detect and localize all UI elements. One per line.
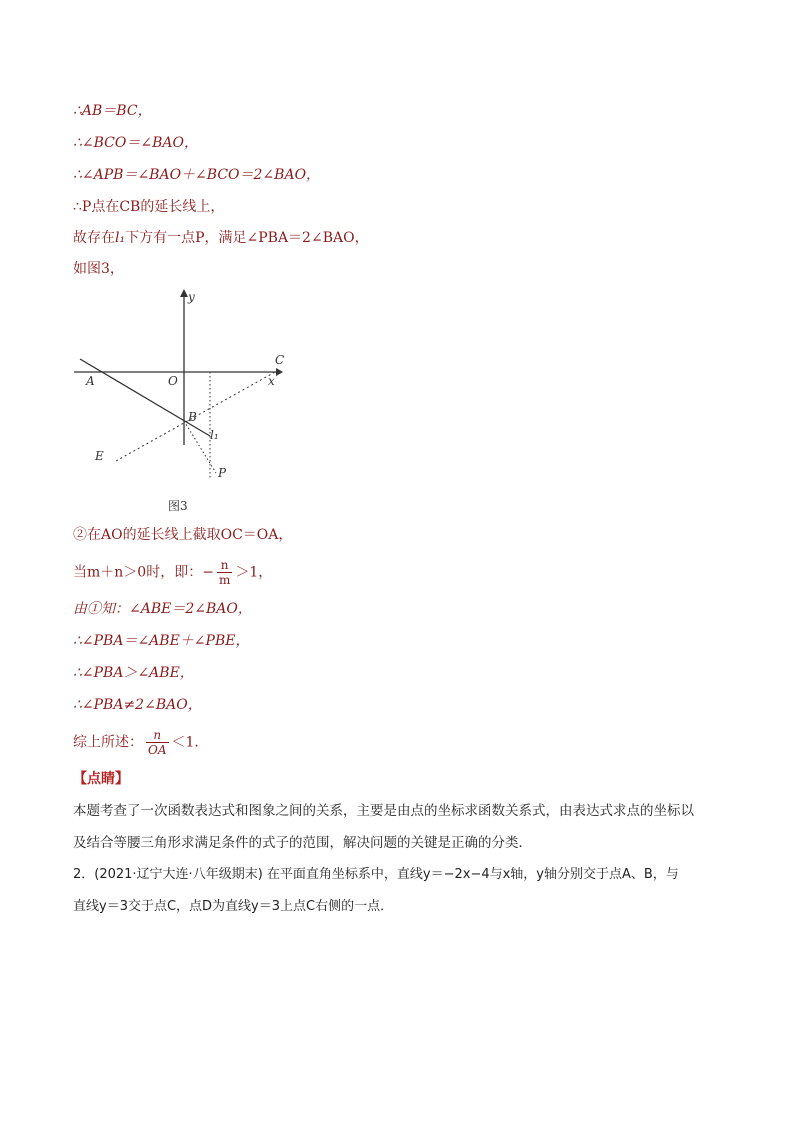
label-e: E xyxy=(95,449,104,463)
label-l1: l₁ xyxy=(210,428,219,442)
step-angle-apb: ∴∠APB＝∠BAO＋∠BCO＝2∠BAO， xyxy=(73,167,321,183)
fraction-denominator: OA xyxy=(148,743,167,757)
figure-3 xyxy=(70,285,310,515)
step-see-figure: 如图3， xyxy=(73,261,124,277)
step-conclusion-text-c: ＜1． xyxy=(171,734,209,751)
comment-paragraph-line-1: 本题考查了一次函数表达式和图象之间的关系，主要是由点的坐标求函数关系式，由表达式求点的坐标以 xyxy=(73,803,694,819)
step-angle-pba-not-equal: ∴∠PBA≠2∠BAO， xyxy=(73,697,202,713)
fraction-numerator: n xyxy=(217,558,232,573)
label-b: B xyxy=(188,410,197,424)
step-exists-text-c: 下方有一点P，满足∠PBA＝2∠BAO， xyxy=(125,230,369,246)
fraction-n-over-oa xyxy=(146,728,169,757)
fraction-numerator: n xyxy=(146,728,169,743)
y-axis-arrow xyxy=(180,289,188,297)
step-circle-two: ②在AO的延长线上截取OC＝OA， xyxy=(73,527,293,543)
step-angle-pba-greater: ∴∠PBA＞∠ABE， xyxy=(73,665,194,681)
step-conclusion xyxy=(73,728,208,757)
problem-2-line-2: 直线y＝3交于点C，点D为直线y＝3上点C右侧的一点． xyxy=(73,899,394,914)
problem-2-line-1: 2．(2021·辽宁大连·八年级期末) 在平面直角坐标系中，直线y＝−2x−4与x轴，y轴分别交于点A、B，与 xyxy=(73,867,679,882)
comment-paragraph-line-2: 及结合等腰三角形求满足条件的式子的范围，解决问题的关键是正确的分类． xyxy=(73,835,532,851)
step-conclusion-text-a: 综上所述： xyxy=(73,734,143,751)
label-p: P xyxy=(218,466,227,480)
step-angle-pba-sum: ∴∠PBA＝∠ABE＋∠PBE， xyxy=(73,633,250,649)
step-ab-equals-bc: ∴AB＝BC， xyxy=(73,103,152,119)
fraction-n-over-m xyxy=(217,558,232,587)
line-ab xyxy=(80,359,210,436)
label-o: O xyxy=(168,374,178,388)
label-a: A xyxy=(86,374,95,388)
step-angle-bco: ∴∠BCO＝∠BAO， xyxy=(73,135,198,151)
figure-caption: 图3 xyxy=(168,499,188,513)
step-exists-point-p xyxy=(73,229,369,247)
label-c: C xyxy=(275,353,285,367)
step-when-m-plus-n xyxy=(73,558,272,587)
step-when-text-a: 当m＋n＞0时，即：− xyxy=(73,564,214,581)
step-exists-l1: l₁ xyxy=(115,230,126,246)
step-from-one: 由①知：∠ABE＝2∠BAO， xyxy=(73,601,252,617)
step-when-text-c: ＞1， xyxy=(235,564,273,581)
step-p-on-extension: ∴P点在CB的延长线上， xyxy=(73,199,225,215)
label-x: x xyxy=(268,374,275,388)
comment-heading: 【点睛】 xyxy=(73,771,129,787)
fraction-denominator: m xyxy=(218,573,231,587)
step-exists-text-a: 故存在 xyxy=(73,230,115,246)
label-y: y xyxy=(188,290,195,304)
x-axis-arrow xyxy=(276,368,283,376)
